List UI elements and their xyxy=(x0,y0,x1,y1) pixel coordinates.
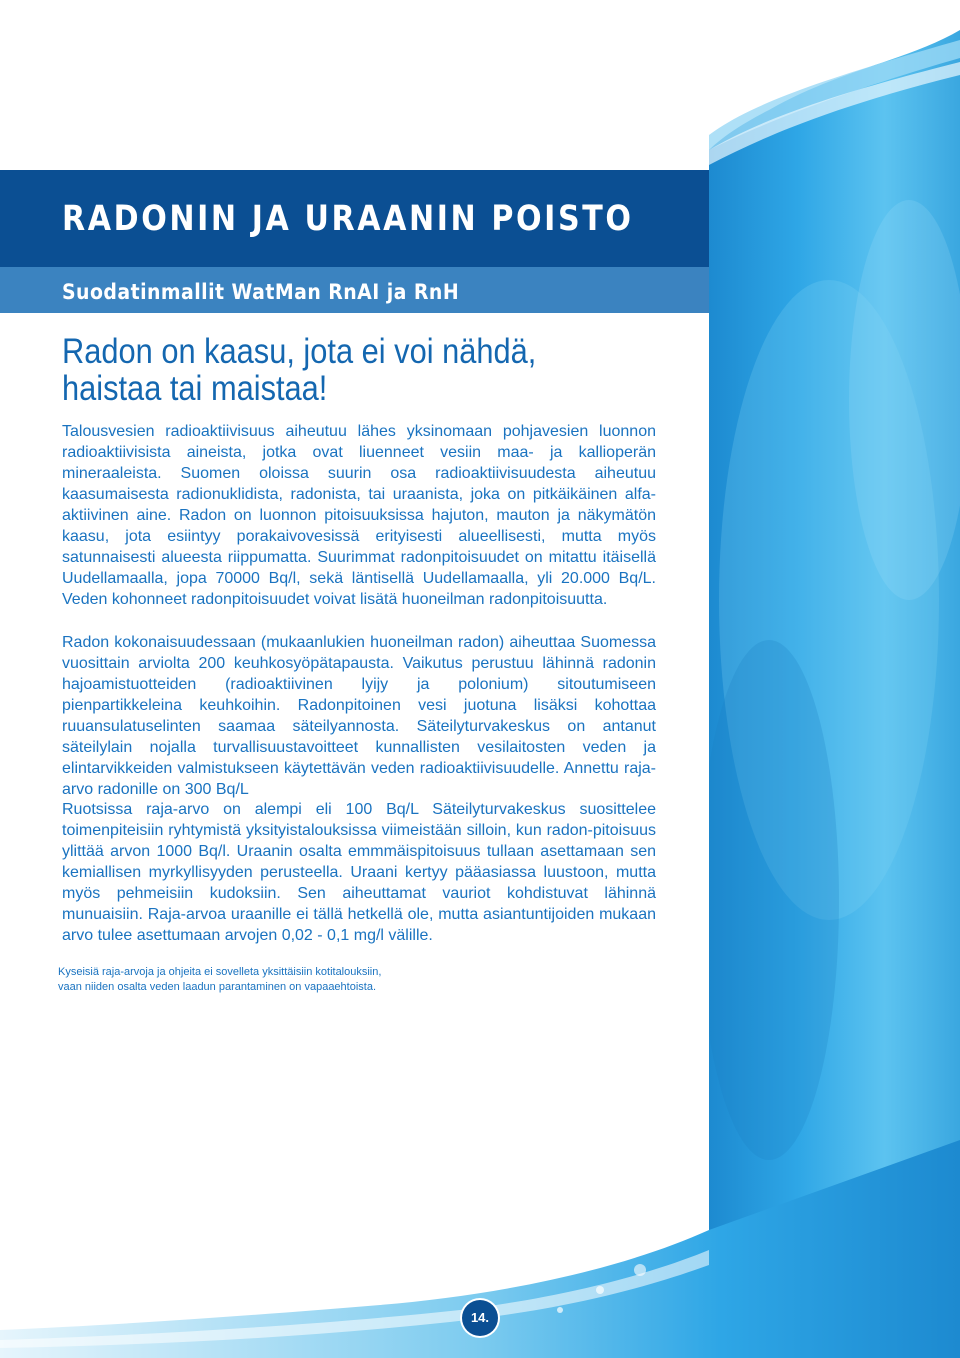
page-number-badge: 14. xyxy=(462,1300,498,1336)
page-title: RADONIN JA URAANIN POISTO xyxy=(62,199,634,239)
headline: Radon on kaasu, jota ei voi nähdä, haistaa tai maistaa! xyxy=(62,332,537,408)
paragraph-limits: Ruotsissa raja-arvo on alempi eli 100 Bq/L Säteilyturvakeskus suosittelee toimenpiteisiin ryhtymistä yksityistalouksissa viimeistään silloin, kun radon-pitoisuus ylittää arvon 1000 Bq/l. Uraanin osalta emmmäispitoisuus tullaan asettamaan sen kemiallisen myrkyllisyyden perusteella. Uraani kertyy pääasiassa luustoon, mutta myös pehmeisiin kudoksiin. Sen aiheuttamat vauriot kohdistuvat lähinnä munuaisiin. Raja-arvoa uraanille ei tällä hetkellä ole, mutta asiantuntijoiden mukaan arvo tulee asettumaan arvojen 0,02 - 0,1 mg/l välille. xyxy=(62,801,656,944)
footnote: Kyseisiä raja-arvoja ja ohjeita ei sovelleta yksittäisiin kotitalouksiin, vaan niiden osalta veden laadun parantaminen on vapaaehtoista. xyxy=(58,966,382,993)
paragraph-radioactivity: Talousvesien radioaktiivisuus aiheutuu lähes yksinomaan pohjavesien luonnon radioaktiivisista aineista, jotka ovat liuenneet vesiin maa- ja kallioperän mineraaleista. Suomen oloissa suurin osa radioaktiivisuudesta aiheutuu kaasumaisesta radionuklidista, radonista, tai uraanista, joka on pitkäikäinen alfa-aktiivinen aine. Radon on luonnon pitoisuuksissa hajuton, mauton ja näkymätön kaasu, jota esiintyy porakaivovesissä erityisesti alueellisesti, mutta myös satunnaisesti alueesta riippumatta. Suurimmat radonpitoisuudet on mitattu itäisellä Uudellamaalla, jopa 70000 Bq/l, sekä läntisellä Uudellamaalla, yli 20.000 Bq/L. Veden kohonneet radonpitoisuudet voivat lisätä huoneilman radonpitoisuutta. xyxy=(62,423,656,608)
paragraph-health-effects: Radon kokonaisuudessaan (mukaanlukien huoneilman radon) aiheuttaa Suomessa vuosittain arviolta 200 keuhkosyöpätapausta. Vaikutus perustuu lähinnä radonin hajoamistuotteiden (radioaktiivinen lyijy ja polonium) sitoutumiseen pienpartikkeleina keuhkoihin. Radonpitoinen vesi juotuna lisäksi kohottaa ruuansulatuselinten saamaa säteilyannosta. Säteilyturvakeskus on antanut säteilylain nojalla turvallisuustavoitteet kunnallisten vesilaitosten veden ja elintarvikkeiden valmistukseen käytettävän veden radioaktiivisuudelle. Annettu raja-arvo radonille on 300 Bq/L xyxy=(62,634,656,798)
page-subtitle: Suodatinmallit WatMan RnAI ja RnH xyxy=(62,280,460,304)
